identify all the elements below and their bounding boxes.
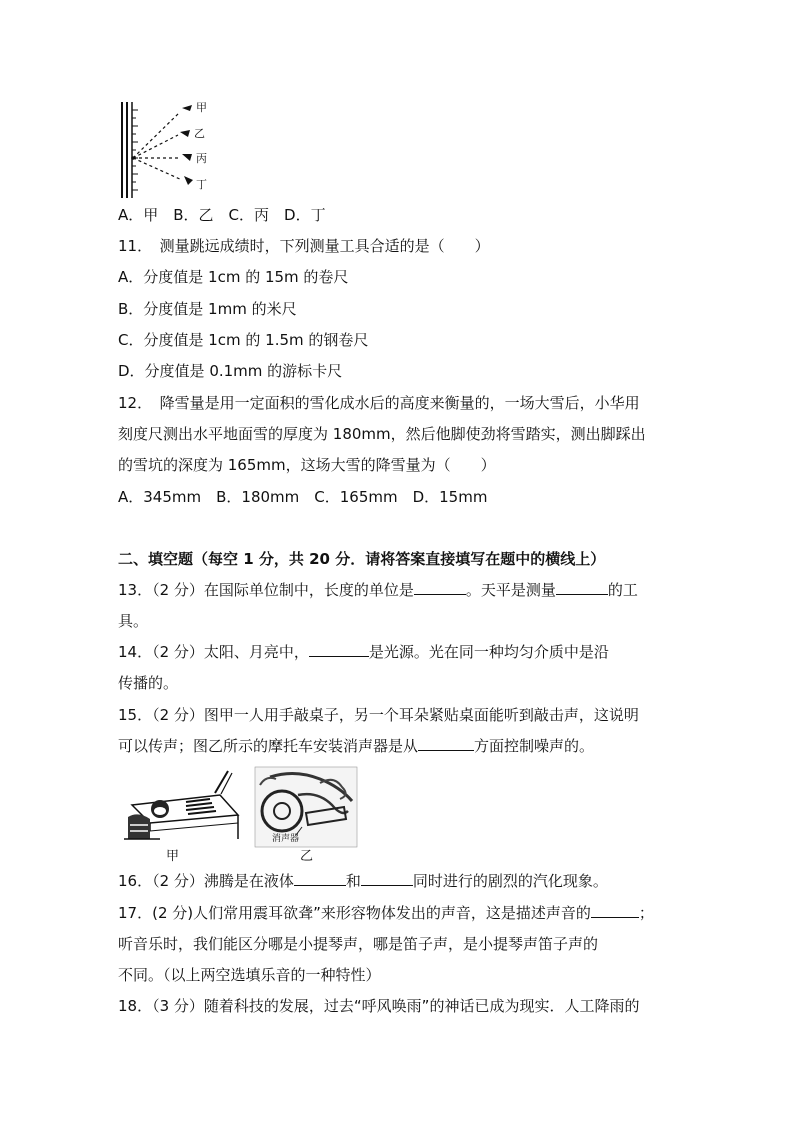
q13-text-3: 的工 [607,581,638,599]
q15-text-1: 可以传声；图乙所示的摩托车安装消声器是从 [118,737,419,755]
q13-line-1 [118,580,638,600]
sound-figure [120,765,365,865]
desk-knock-illustration [124,771,238,839]
q11-option-d: D．分度值是 0.1mm 的游标卡尺 [118,362,343,380]
ruler-eye-diagram [118,100,228,200]
q14-line-2: 传播的。 [118,674,179,692]
q16-text-3: 同时进行的剧烈的汽化现象。 [412,872,608,890]
q15-text-2: 方面控制噪声的。 [474,737,595,755]
q15-line-2 [118,736,594,756]
label-yi: 乙 [194,127,205,140]
q14-text-2: 是光源。光在同一种均匀介质中是沿 [368,643,609,661]
q14-blank-1[interactable] [309,642,369,657]
label-jia: 甲 [196,101,207,114]
q17-line-1 [118,903,654,923]
q18-line-1: 18．（3 分）随着科技的发展，过去“呼风唤雨”的神话已成为现实．人工降雨的 [118,997,640,1015]
q13-text-1: 13．（2 分）在国际单位制中，长度的单位是 [118,581,414,599]
ruler-eye-figure [118,100,228,200]
q13-blank-1[interactable] [414,580,466,595]
q13-line-2: 具。 [118,612,149,630]
motorcycle-muffler-illustration [255,767,357,847]
q16-blank-2[interactable] [361,871,413,886]
q12-line-3: 的雪坑的深度为 165mm，这场大雪的降雪量为（ ） [118,456,496,474]
q11-option-b: B．分度值是 1mm 的米尺 [118,300,297,318]
figure-label-jia: 甲 [166,849,180,864]
q16-blank-1[interactable] [294,871,346,886]
q16-line-1 [118,871,608,891]
q15-blank-1[interactable] [418,736,474,751]
q12-options: A．345mm B．180mm C．165mm D．15mm [118,488,488,506]
q11-option-c: C．分度值是 1cm 的 1.5m 的钢卷尺 [118,331,369,349]
figure-label-yi: 乙 [300,849,314,864]
section-2-heading: 二、填空题（每空 1 分，共 20 分．请将答案直接填写在题中的横线上） [118,550,606,568]
q16-text-2: 和 [345,872,361,890]
q17-text-1: 17．(2 分)人们常用震耳欲聋”来形容物体发出的声音，这是描述声音的 [118,904,591,922]
q17-text-2: ； [638,904,654,922]
q12-line-2: 刻度尺测出水平地面雪的厚度为 180mm，然后他脚使劲将雪踏实，测出脚踩出 [118,425,646,443]
label-ding: 丁 [196,178,207,191]
q13-text-2: 。天平是测量 [465,581,556,599]
q14-text-1: 14．（2 分）太阳、月亮中， [118,643,309,661]
q12-line-1: 12． 降雪量是用一定面积的雪化成水后的高度来衡量的，一场大雪后，小华用 [118,394,640,412]
q16-text-1: 16．（2 分）沸腾是在液体 [118,872,294,890]
label-bing: 丙 [196,152,207,165]
q17-line-3: 不同。（以上两空选填乐音的一种特性） [118,966,381,984]
sound-figure-drawing [120,765,365,865]
muffler-label: 消声器 [272,834,300,844]
q15-line-1: 15．（2 分）图甲一人用手敲桌子，另一个耳朵紧贴桌面能听到敲击声，这说明 [118,706,639,724]
q13-blank-2[interactable] [556,580,608,595]
q14-line-1 [118,642,609,662]
q17-blank-1[interactable] [591,903,639,918]
q11-option-a: A．分度值是 1cm 的 15m 的卷尺 [118,268,349,286]
q17-line-2: 听音乐时，我们能区分哪是小提琴声，哪是笛子声，是小提琴声笛子声的 [118,935,599,953]
q11-stem: 11． 测量跳远成绩时，下列测量工具合适的是（ ） [118,237,490,255]
q10-options: A．甲 B．乙 C．丙 D．丁 [118,206,326,224]
